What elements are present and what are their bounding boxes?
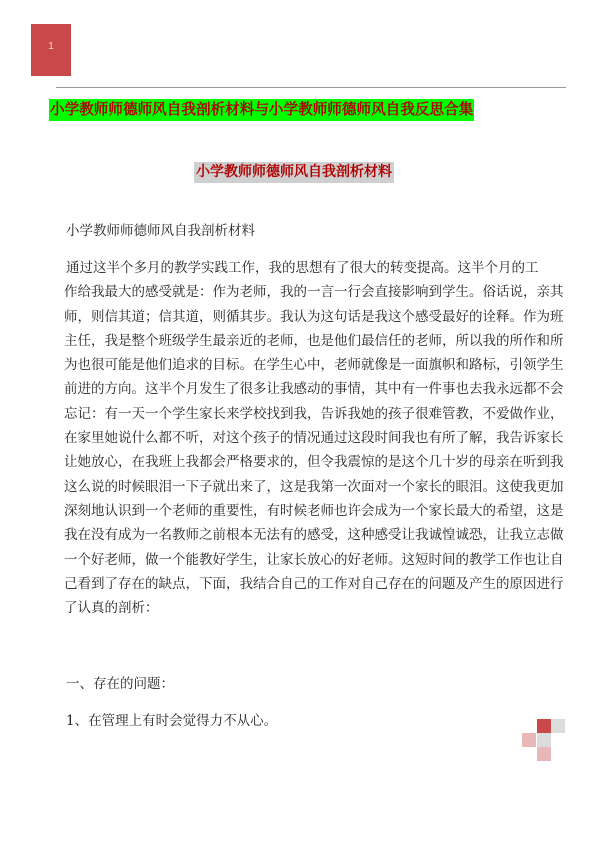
- paragraph-line: 了认真的剖析：: [64, 600, 159, 617]
- paragraph-line: 一个好老师，做一个能教好学生，让家长放心的好老师。这短时间的教学工作也让自: [64, 551, 564, 568]
- body-paragraph: [64, 256, 564, 620]
- main-title: 小学教师师德师风自我剖析材料与小学教师师德师风自我反思合集: [49, 99, 474, 121]
- page-number-badge: [31, 24, 71, 76]
- paragraph-line: 让她放心，在我班上我都会严格要求的，但令我震惊的是这个几十岁的母亲在听到我: [64, 454, 564, 471]
- document-heading: 小学教师师德师风自我剖析材料: [66, 223, 255, 239]
- list-item: 1、在管理上有时会觉得力不从心。: [66, 713, 278, 729]
- paragraph-line: 在家里她说什么都不听，对这个孩子的情况通过这段时间我也有所了解，我告诉家长: [64, 430, 564, 447]
- deco-square-grey: [551, 719, 565, 733]
- paragraph-line: 师，则信其道；信其道，则循其步。我认为这句话是我这个感受最好的诠释。作为班: [64, 308, 564, 325]
- corner-decoration: [522, 719, 566, 763]
- paragraph-line: 作给我最大的感受就是：作为老师，我的一言一行会直接影响到学生。俗话说，亲其: [64, 284, 564, 301]
- deco-square-grey: [537, 733, 551, 747]
- header-divider: [56, 87, 566, 88]
- paragraph-line: 通过这半个多月的教学实践工作，我的思想有了很大的转变提高。这半个月的工: [66, 260, 539, 276]
- paragraph-line: 己看到了存在的缺点，下面，我结合自己的工作对自己存在的问题及产生的原因进行: [64, 575, 564, 592]
- paragraph-line: 深刻地认识到一个老师的重要性，有时候老师也许会成为一个家长最大的希望，这是: [64, 502, 564, 519]
- deco-square-dark: [537, 719, 551, 733]
- deco-square-light: [522, 733, 536, 747]
- paragraph-line: 这么说的时候眼泪一下子就出来了，这是我第一次面对一个家长的眼泪。这使我更加: [64, 478, 564, 495]
- paragraph-line: 前进的方向。这半个月发生了很多让我感动的事情，其中有一件事也去我永远都不会: [64, 381, 564, 398]
- paragraph-line: 忘记：有一天一个学生家长来学校找到我，告诉我她的孩子很难管教，不爱做作业，: [64, 405, 564, 422]
- deco-square-light: [537, 747, 551, 761]
- page-number: 1: [48, 41, 54, 52]
- paragraph-line: 主任，我是整个班级学生最亲近的老师，也是他们最信任的老师，所以我的所作和所: [64, 332, 564, 349]
- paragraph-line: 我在没有成为一名教师之前根本无法有的感受，这种感受让我诚惶诚恐，让我立志做: [64, 527, 564, 544]
- sub-title: 小学教师师德师风自我剖析材料: [194, 162, 394, 183]
- section-heading: 一、存在的问题：: [66, 676, 174, 692]
- paragraph-line: 为也很可能是他们追求的目标。在学生心中，老师就像是一面旗帜和路标，引领学生: [64, 357, 564, 374]
